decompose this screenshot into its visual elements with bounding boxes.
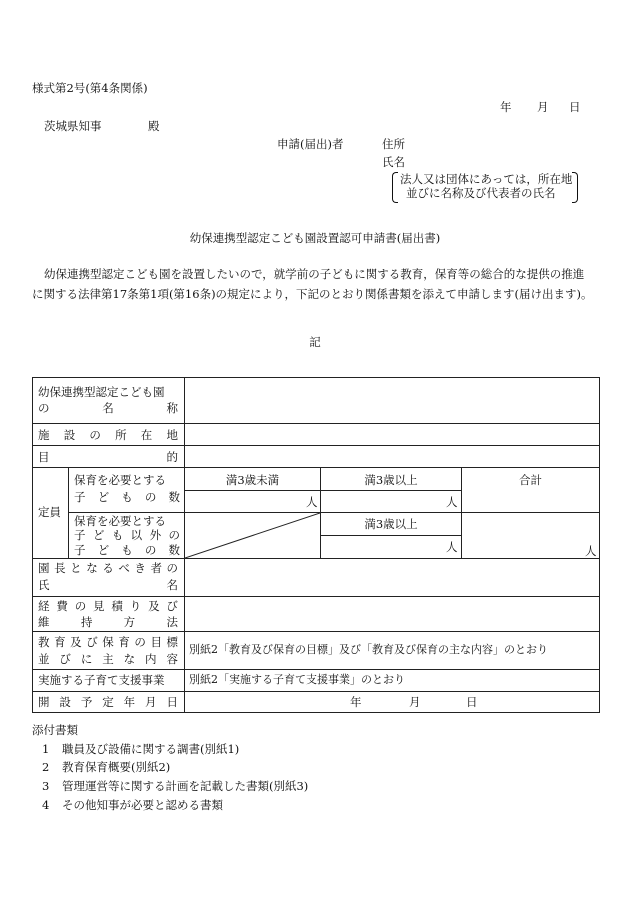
unit-over-3: 人 — [446, 495, 458, 509]
attachment-2-text: 教育保育概要(別紙2) — [62, 760, 171, 774]
addressee-name: 茨城県知事 — [44, 119, 102, 133]
label-other-l1: 保育を必要とする — [74, 514, 166, 528]
label-goals-l1: 教 育 及 び 保 育 の 目 標 — [38, 635, 178, 649]
attachment-3-text: 管理運営等に関する計画を記載した書類(別紙3) — [62, 779, 309, 793]
document-title: 幼保連携型認定こども園設置認可申請書(届出書) — [189, 231, 441, 245]
unit-under-3: 人 — [306, 495, 318, 509]
label-need-care-l1: 保育を必要とする — [74, 473, 166, 487]
attachment-4-num: 4 — [42, 798, 50, 812]
body-line-1: 幼保連携型認定こども園を設置したいので，就学前の子どもに関する教育，保育等の総合的な提供の推進 — [44, 267, 585, 281]
header-total: 合計 — [519, 473, 542, 487]
label-director-l1: 園 長 と な る べ き 者 の — [38, 561, 178, 575]
label-cost-l2: 維 持 方 法 — [38, 615, 178, 629]
header-over-3: 満3歳以上 — [364, 473, 418, 487]
date-year-label: 年 — [500, 100, 512, 114]
applicant-note-line2: 並びに名称及び代表者の氏名 — [406, 186, 556, 200]
attachment-2-num: 2 — [42, 760, 50, 774]
diagonal-slash — [185, 513, 320, 558]
unit-total: 人 — [585, 544, 597, 558]
application-table — [32, 377, 600, 713]
label-other-l3: 子 ど も の 数 — [74, 543, 180, 557]
label-facility-location: 施 設 の 所 在 地 — [38, 428, 178, 442]
attachments-heading: 添付書類 — [32, 723, 78, 737]
addressee-honorific: 殿 — [148, 119, 160, 133]
form-number: 様式第2号(第4条関係) — [32, 81, 148, 95]
label-facility-name-l2: の 名 称 — [38, 401, 178, 415]
opening-month-label: 月 — [409, 695, 421, 709]
label-capacity: 定員 — [38, 505, 61, 519]
label-purpose: 目 的 — [38, 450, 178, 464]
opening-day-label: 日 — [466, 695, 478, 709]
applicant-name-label: 氏名 — [382, 155, 405, 169]
label-need-care-l2: 子 ど も の 数 — [74, 490, 180, 504]
value-support: 別紙2「実施する子育て支援事業」のとおり — [189, 673, 405, 686]
opening-year-label: 年 — [350, 695, 362, 709]
date-day-label: 日 — [569, 100, 581, 114]
label-opening-date: 開 設 予 定 年 月 日 — [38, 695, 178, 709]
body-line-2: に関する法律第17条第1項(第16条)の規定により，下記のとおり関係書類を添えて申請します(届け出ます)。 — [32, 287, 593, 301]
label-director-l2: 氏 名 — [38, 578, 178, 592]
attachment-3-num: 3 — [42, 779, 50, 793]
label-support: 実施する子育て支援事業 — [38, 673, 165, 687]
header-under-3: 満3歳未満 — [225, 473, 280, 487]
date-month-label: 月 — [537, 100, 549, 114]
applicant-label: 申請(届出)者 — [277, 137, 344, 151]
value-goals: 別紙2「教育及び保育の目標」及び「教育及び保育の主な内容」のとおり — [189, 643, 548, 656]
attachment-4-text: その他知事が必要と認める書類 — [62, 798, 223, 812]
label-cost-l1: 経 費 の 見 積 り 及 び — [38, 599, 178, 613]
applicant-address-label: 住所 — [382, 137, 405, 151]
ki-heading: 記 — [309, 335, 321, 349]
label-other-l2: 子 ど も 以 外 の — [74, 528, 180, 542]
header-over-3-other: 満3歳以上 — [364, 517, 418, 531]
attachment-1-num: 1 — [42, 742, 50, 756]
label-goals-l2: 並 び に 主 な 内 容 — [38, 652, 178, 666]
applicant-note-bracket — [392, 172, 578, 201]
attachment-1-text: 職員及び設備に関する調書(別紙1) — [62, 742, 240, 756]
label-facility-name-l1: 幼保連携型認定こども園 — [38, 385, 165, 399]
unit-over-3-other: 人 — [446, 540, 458, 554]
applicant-note-line1: 法人又は団体にあっては，所在地 — [400, 172, 573, 186]
